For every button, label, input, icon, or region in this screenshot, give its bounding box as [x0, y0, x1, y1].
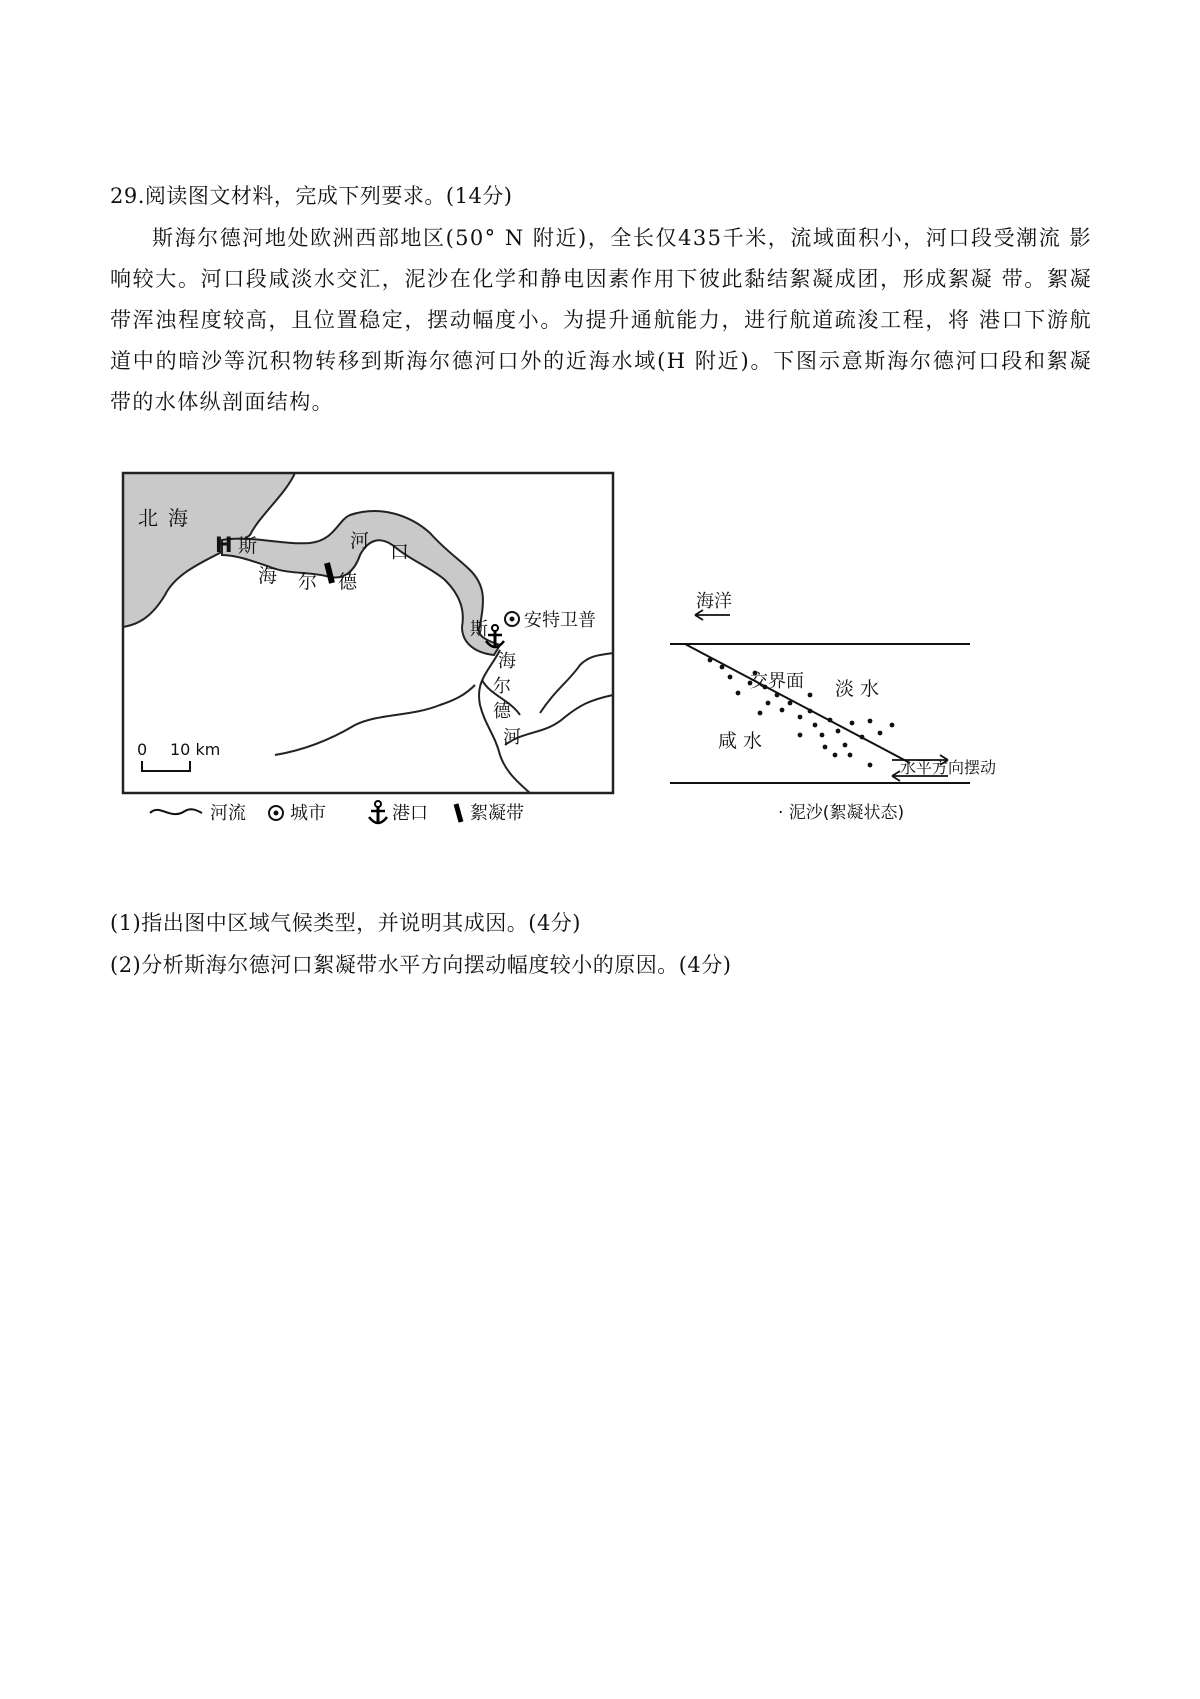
legend-city-icon-dot	[274, 811, 279, 816]
estuary-char: 海	[258, 565, 278, 587]
river-char: 德	[493, 701, 511, 722]
port-anchor-icon	[486, 625, 504, 647]
sediment-legend: · 泥沙(絮凝状态)	[778, 803, 905, 823]
sea-label: 海	[168, 506, 188, 530]
city-label: 安特卫普	[524, 610, 596, 631]
legend-river-icon	[150, 809, 202, 814]
estuary-map	[123, 473, 613, 824]
salt-water-label: 咸 水	[718, 730, 763, 752]
city-icon-dot	[510, 617, 515, 622]
point-h-label: H	[215, 533, 233, 557]
legend-city-label: 城市	[290, 803, 326, 824]
question-title: 29.阅读图文材料，完成下列要求。(14分)	[110, 184, 513, 208]
river-line	[275, 685, 475, 755]
figure-svg	[110, 455, 1090, 835]
legend-port-label: 港口	[392, 803, 428, 824]
legend-floc-icon	[456, 804, 461, 822]
estuary-char: 斯	[238, 535, 258, 557]
estuary-char: 尔	[298, 571, 318, 593]
sub-question-2: (2)分析斯海尔德河口絮凝带水平方向摆动幅度较小的原因。(4分)	[110, 953, 732, 977]
water-profile-diagram	[670, 591, 996, 823]
estuary-char: 河	[350, 530, 370, 552]
ocean-label: 海洋	[696, 591, 732, 612]
scale-zero: 0	[137, 740, 148, 759]
river-char: 海	[498, 651, 516, 672]
river-char: 尔	[493, 676, 511, 697]
question-passage: 斯海尔德河地处欧洲西部地区(50° N 附近)，全长仅435千米，流域面积小，河口段受潮流 影响较大。河口段咸淡水交汇，泥沙在化学和静电因素作用下彼此黏结絮凝成团，形成絮凝 带。絮凝带浑浊程度较高，且位置稳定，摆动幅度小。为提升通航能力，进行航道疏浚工程，将 港口下游航道中的暗沙等沉积物转移到斯海尔德河口外的近海水域(H 附近)。下图示意斯海尔德河口段和絮凝带的水体纵剖面结构。	[110, 226, 1092, 414]
scale-max: 10 km	[170, 740, 221, 759]
sea-label: 北	[138, 506, 158, 530]
river-char: 河	[503, 727, 521, 748]
legend-floc-label: 絮凝带	[470, 803, 524, 824]
legend-river-label: 河流	[210, 803, 246, 824]
legend-port-icon	[369, 801, 387, 823]
river-line	[540, 653, 613, 713]
sub-question-1: (1)指出图中区域气候类型，并说明其成因。(4分)	[110, 911, 581, 935]
estuary-char: 德	[338, 571, 358, 593]
interface-label: 交界面	[750, 671, 804, 692]
figure	[110, 455, 1090, 839]
river-char: 斯	[470, 619, 488, 640]
swing-label: 水平方向摆动	[900, 758, 997, 777]
estuary-char: 口	[390, 541, 410, 563]
fresh-water-label: 淡 水	[835, 678, 880, 700]
scale-bar	[142, 761, 190, 771]
river-line	[505, 695, 613, 745]
